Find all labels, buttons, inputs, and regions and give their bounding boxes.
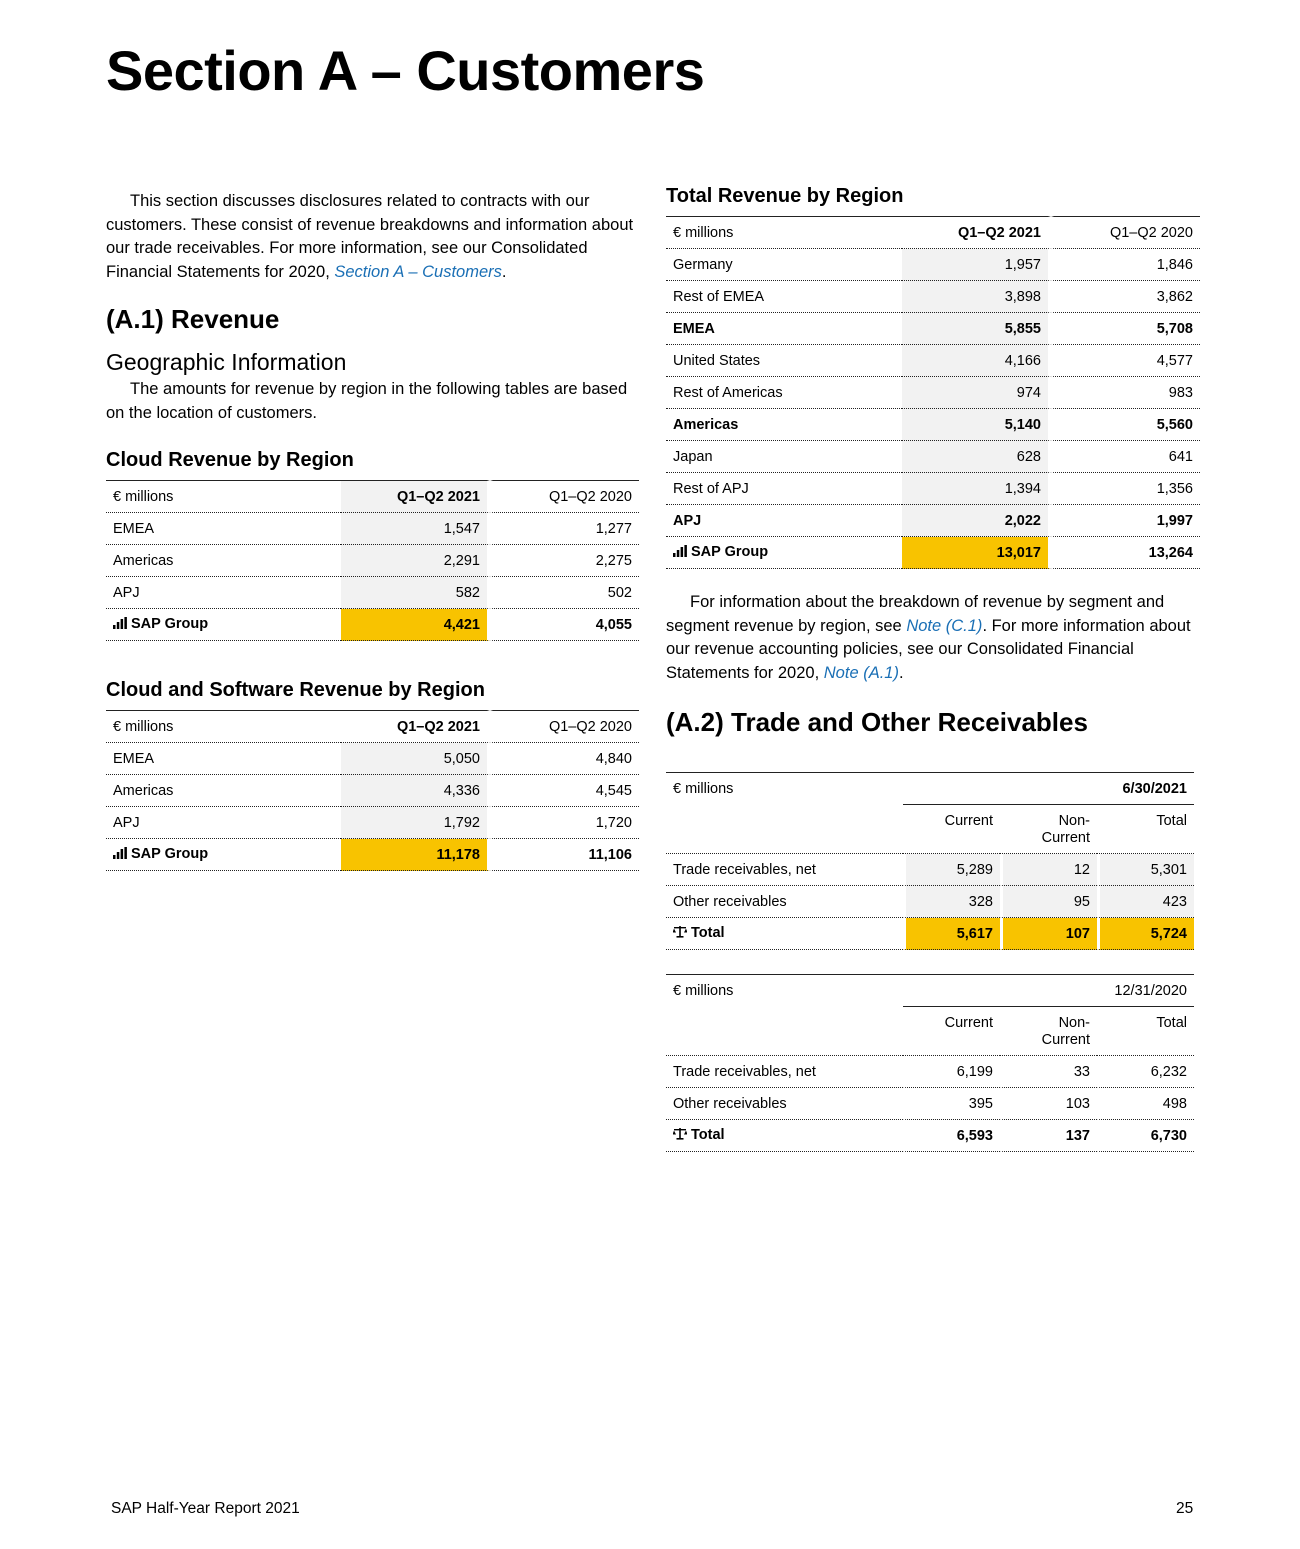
receivables-2021-table <box>666 772 1194 950</box>
cloud-software-revenue-table <box>106 710 639 871</box>
value-total: 5,301 <box>1097 854 1194 886</box>
value-prior: 4,545 <box>490 775 639 807</box>
col-noncurrent-header: Non- Current <box>1000 1007 1097 1056</box>
value-current: 6,593 <box>903 1120 1000 1152</box>
intro-paragraph: This section discusses disclosures related to contracts with our customers. These consist of revenue breakdowns and information about our trade receivables. For more information, see our Consolidated Financial Statements for 2020, Section A – Customers. <box>106 192 634 281</box>
value-total: 6,730 <box>1097 1120 1194 1152</box>
row-label: APJ <box>666 505 902 537</box>
table-row <box>106 807 639 839</box>
value-current: 395 <box>903 1088 1000 1120</box>
blank-cell <box>666 1007 903 1056</box>
balance-scale-icon <box>673 925 687 942</box>
unit-label: € millions <box>666 772 903 805</box>
value-current: 3,898 <box>902 281 1051 313</box>
total-row <box>666 1120 1194 1152</box>
table-row <box>106 513 639 545</box>
value-current: 582 <box>341 577 490 609</box>
value-current: 4,336 <box>341 775 490 807</box>
geographic-heading: Geographic Information <box>106 349 347 375</box>
bar-chart-icon <box>673 545 687 561</box>
table-row <box>666 854 1194 886</box>
col-noncurrent-header: Non- Current <box>1000 805 1097 854</box>
table-header-row <box>666 772 1194 805</box>
value-noncurrent: 33 <box>1000 1056 1097 1088</box>
table-row <box>666 249 1200 281</box>
value-prior: 1,997 <box>1051 505 1200 537</box>
table-row <box>106 775 639 807</box>
table-row <box>666 886 1194 918</box>
value-total: 6,232 <box>1097 1056 1194 1088</box>
row-label: Americas <box>106 775 341 807</box>
table-row <box>106 577 639 609</box>
revenue-heading: (A.1) Revenue <box>106 304 280 334</box>
segment-paragraph: For information about the breakdown of revenue by segment and segment revenue by region, see Note (C.1). For more information about our revenue accounting policies, see our Consolidated Financial Statements for 2020, Note (A.1). <box>666 593 1191 682</box>
total-revenue-table <box>666 216 1200 569</box>
row-label: Americas <box>106 545 341 577</box>
value-current: 5,140 <box>902 409 1051 441</box>
value-prior: 1,846 <box>1051 249 1200 281</box>
table-header-row <box>106 480 639 513</box>
col-total-header: Total <box>1097 805 1194 854</box>
row-label: APJ <box>106 807 341 839</box>
row-label: Total <box>666 918 903 950</box>
table-row <box>666 1056 1194 1088</box>
row-label: Trade receivables, net <box>666 1056 903 1088</box>
value-prior: 4,055 <box>490 609 639 641</box>
date-header: 12/31/2020 <box>903 974 1194 1007</box>
table-header-row <box>666 216 1200 249</box>
total-row <box>666 918 1194 950</box>
subtotal-row <box>666 505 1200 537</box>
row-label: Total <box>666 1120 903 1152</box>
row-label: Rest of APJ <box>666 473 902 505</box>
value-prior: 2,275 <box>490 545 639 577</box>
table-row <box>106 545 639 577</box>
left-column <box>106 190 639 871</box>
value-prior: 13,264 <box>1051 537 1200 569</box>
value-current: 5,855 <box>902 313 1051 345</box>
balance-scale-icon <box>673 1127 687 1144</box>
table-row <box>666 377 1200 409</box>
unit-label: € millions <box>666 974 903 1007</box>
cloud-revenue-title: Cloud Revenue by Region <box>106 449 354 471</box>
table-row <box>106 743 639 775</box>
value-prior: 1,356 <box>1051 473 1200 505</box>
total-revenue-title: Total Revenue by Region <box>666 185 904 207</box>
value-total: 423 <box>1097 886 1194 918</box>
value-prior: 4,840 <box>490 743 639 775</box>
table-row <box>666 441 1200 473</box>
receivables-2020-table <box>666 974 1194 1152</box>
cloud-software-revenue-title: Cloud and Software Revenue by Region <box>106 679 485 701</box>
subtotal-row <box>666 313 1200 345</box>
table-row <box>666 281 1200 313</box>
row-label: SAP Group <box>666 537 902 569</box>
row-label: SAP Group <box>106 609 341 641</box>
unit-label: € millions <box>666 216 902 249</box>
value-noncurrent: 107 <box>1000 918 1097 950</box>
col-current-header: Current <box>903 1007 1000 1056</box>
value-prior: 3,862 <box>1051 281 1200 313</box>
value-total: 5,724 <box>1097 918 1194 950</box>
col-prior-header: Q1–Q2 2020 <box>490 710 639 743</box>
unit-label: € millions <box>106 480 341 513</box>
value-current: 328 <box>903 886 1000 918</box>
table-row <box>666 473 1200 505</box>
footer-report-name: SAP Half-Year Report 2021 <box>111 1500 300 1517</box>
row-label: EMEA <box>106 513 341 545</box>
col-total-header: Total <box>1097 1007 1194 1056</box>
bar-chart-icon <box>113 847 127 863</box>
value-noncurrent: 95 <box>1000 886 1097 918</box>
col-prior-header: Q1–Q2 2020 <box>490 480 639 513</box>
value-prior: 5,560 <box>1051 409 1200 441</box>
table-header-row <box>106 710 639 743</box>
section-a-link[interactable]: Section A – Customers <box>334 262 502 281</box>
table-subheader-row <box>666 1007 1194 1056</box>
row-label: Germany <box>666 249 902 281</box>
blank-cell <box>666 805 903 854</box>
total-row <box>106 609 639 641</box>
table-row <box>666 1088 1194 1120</box>
row-label: Japan <box>666 441 902 473</box>
col-current-header: Q1–Q2 2021 <box>902 216 1051 249</box>
row-label: Trade receivables, net <box>666 854 903 886</box>
row-label: EMEA <box>106 743 341 775</box>
date-header: 6/30/2021 <box>903 772 1194 805</box>
value-prior: 11,106 <box>490 839 639 871</box>
total-row <box>666 537 1200 569</box>
value-current: 1,394 <box>902 473 1051 505</box>
bar-chart-icon <box>113 617 127 633</box>
note-a1-link[interactable]: Note (A.1) <box>823 663 899 682</box>
value-prior: 983 <box>1051 377 1200 409</box>
row-label: United States <box>666 345 902 377</box>
value-prior: 502 <box>490 577 639 609</box>
value-total: 498 <box>1097 1088 1194 1120</box>
value-current: 5,289 <box>903 854 1000 886</box>
value-prior: 1,720 <box>490 807 639 839</box>
value-current: 2,022 <box>902 505 1051 537</box>
value-current: 1,957 <box>902 249 1051 281</box>
value-current: 4,421 <box>341 609 490 641</box>
value-current: 628 <box>902 441 1051 473</box>
value-noncurrent: 137 <box>1000 1120 1097 1152</box>
row-label: Other receivables <box>666 886 903 918</box>
value-prior: 4,577 <box>1051 345 1200 377</box>
value-current: 4,166 <box>902 345 1051 377</box>
value-prior: 641 <box>1051 441 1200 473</box>
unit-label: € millions <box>106 710 341 743</box>
col-current-header: Current <box>903 805 1000 854</box>
subtotal-row <box>666 409 1200 441</box>
col-current-header: Q1–Q2 2021 <box>341 710 490 743</box>
row-label: Americas <box>666 409 902 441</box>
value-current: 5,617 <box>903 918 1000 950</box>
row-label: APJ <box>106 577 341 609</box>
note-c1-link[interactable]: Note (C.1) <box>906 616 983 635</box>
table-subheader-row <box>666 805 1194 854</box>
value-current: 6,199 <box>903 1056 1000 1088</box>
total-row <box>106 839 639 871</box>
value-noncurrent: 103 <box>1000 1088 1097 1120</box>
right-column <box>666 185 1200 1152</box>
page-title: Section A – Customers <box>106 39 705 102</box>
table-header-row <box>666 974 1194 1007</box>
geographic-paragraph: The amounts for revenue by region in the following tables are based on the location of customers. <box>106 380 628 422</box>
value-current: 974 <box>902 377 1051 409</box>
col-current-header: Q1–Q2 2021 <box>341 480 490 513</box>
value-prior: 5,708 <box>1051 313 1200 345</box>
value-current: 13,017 <box>902 537 1051 569</box>
page-number: 25 <box>1176 1500 1194 1517</box>
value-prior: 1,277 <box>490 513 639 545</box>
row-label: EMEA <box>666 313 902 345</box>
row-label: Rest of EMEA <box>666 281 902 313</box>
row-label: Other receivables <box>666 1088 903 1120</box>
col-prior-header: Q1–Q2 2020 <box>1051 216 1200 249</box>
receivables-heading: (A.2) Trade and Other Receivables <box>666 707 1088 737</box>
row-label: Rest of Americas <box>666 377 902 409</box>
table-row <box>666 345 1200 377</box>
row-label: SAP Group <box>106 839 341 871</box>
value-current: 5,050 <box>341 743 490 775</box>
value-current: 2,291 <box>341 545 490 577</box>
cloud-revenue-table <box>106 480 639 641</box>
value-current: 11,178 <box>341 839 490 871</box>
value-noncurrent: 12 <box>1000 854 1097 886</box>
value-current: 1,792 <box>341 807 490 839</box>
value-current: 1,547 <box>341 513 490 545</box>
